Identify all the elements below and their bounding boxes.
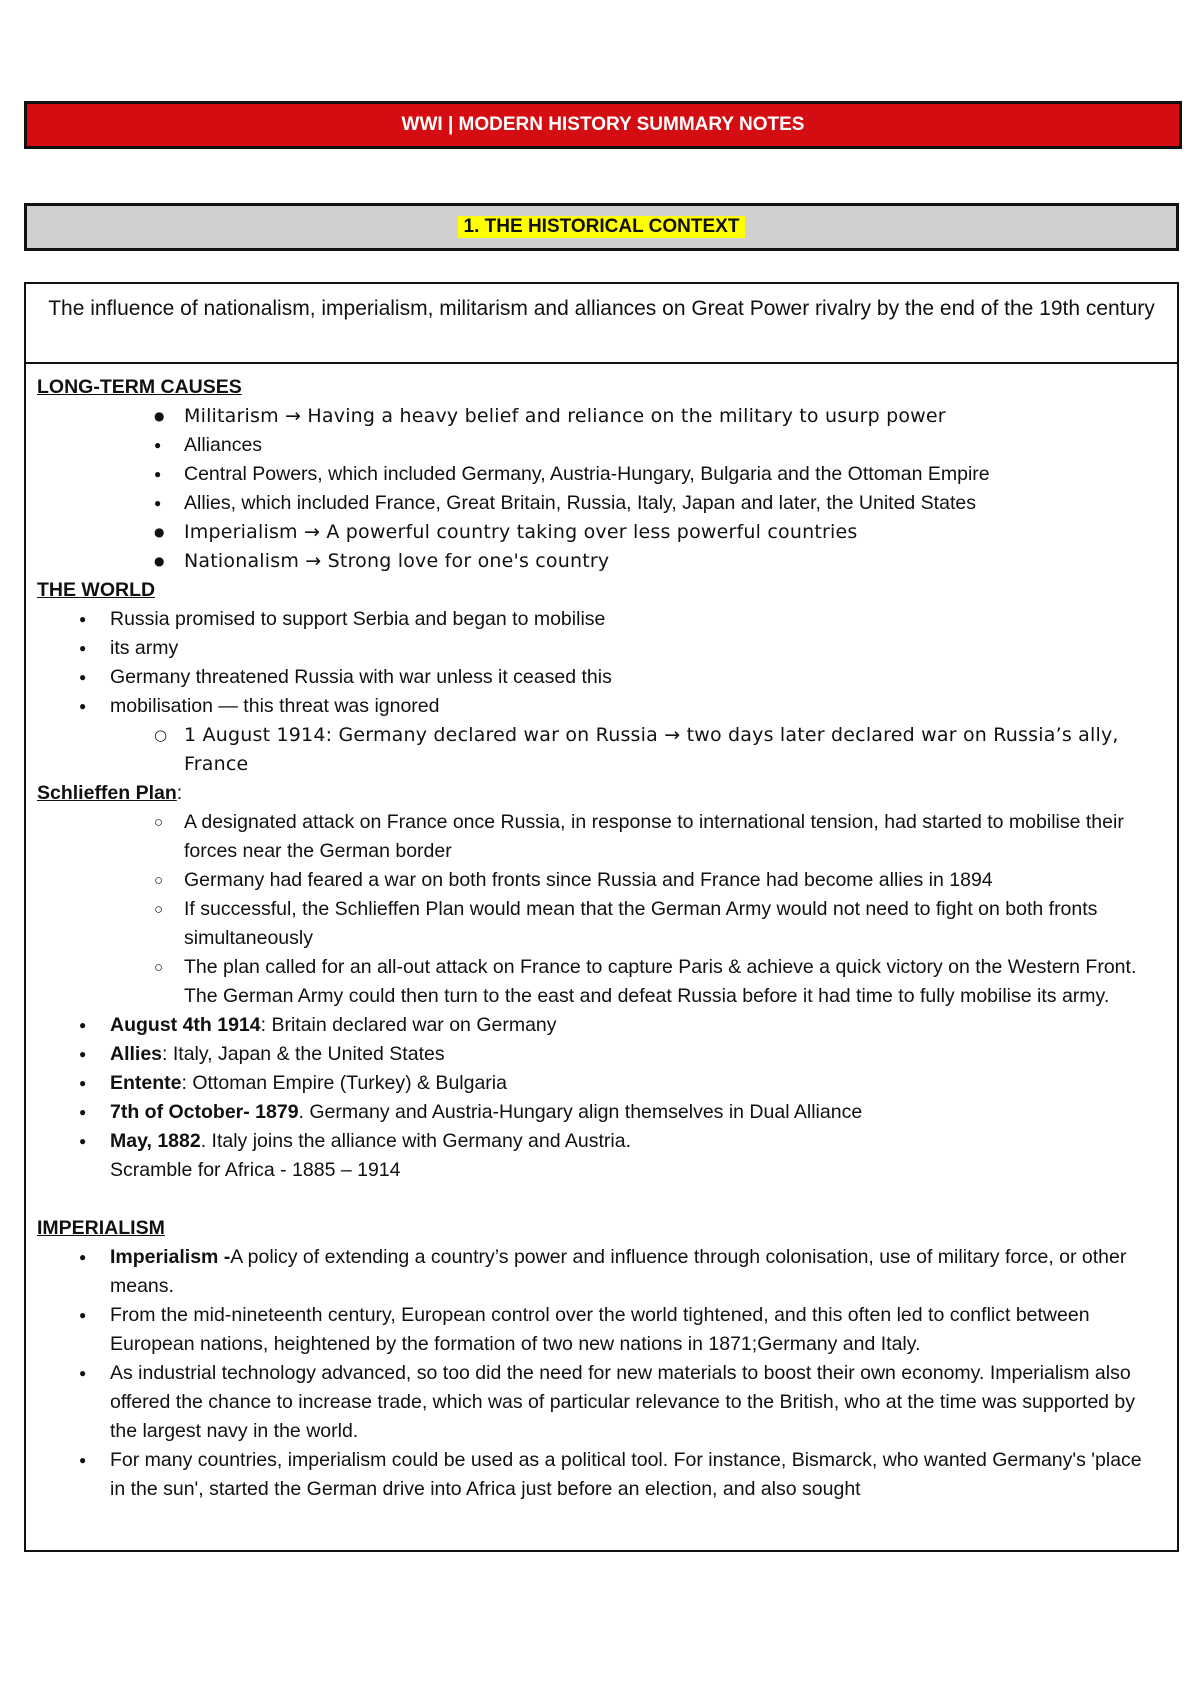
- section-title: 1. THE HISTORICAL CONTEXT: [458, 216, 746, 238]
- imperialism-heading: IMPERIALISM: [37, 1217, 165, 1239]
- spacer: [37, 1185, 1177, 1214]
- event-label: August 4th 1914: [110, 1014, 261, 1036]
- intro-text: The influence of nationalism, imperialism, militarism and alliances on Great Power rivalry by the end of the 19th century: [26, 284, 1177, 364]
- world-list: [37, 605, 1177, 721]
- event-text: : Britain declared war on Germany: [260, 1014, 557, 1036]
- list-item: ○ A designated attack on France once Russia, in response to international tension, had started to mobilise their forces near the German border: [37, 808, 1177, 866]
- event-text: : Italy, Japan & the United States: [162, 1043, 445, 1065]
- list-item: ● Imperialism → A powerful country taking over less powerful countries: [37, 518, 1177, 547]
- list-item: ● Allies, which included France, Great Britain, Russia, Italy, Japan and later, the United States: [37, 489, 1177, 518]
- event-item: [37, 1127, 1177, 1156]
- event-item: [37, 1040, 1177, 1069]
- list-item: ● its army: [37, 634, 1177, 663]
- world-sublist: [37, 721, 1177, 779]
- list-item: ● Germany threatened Russia with war unless it ceased this: [37, 663, 1177, 692]
- long-term-list: [37, 402, 1177, 576]
- event-label: Entente: [110, 1072, 182, 1094]
- list-item: ● Central Powers, which included Germany, Austria-Hungary, Bulgaria and the Ottoman Empire: [37, 460, 1177, 489]
- section-title-bar: [24, 203, 1179, 251]
- event-label: Allies: [110, 1043, 163, 1065]
- list-item: ● Militarism → Having a heavy belief and reliance on the military to usurp power: [37, 402, 1177, 431]
- definition-text: A policy of extending a country’s power and influence through colonisation, use of military force, or other means.: [110, 1246, 1127, 1297]
- list-item: ● As industrial technology advanced, so too did the need for new materials to boost their own economy. Imperialism also offered the chance to increase trade, which was of particular relevance to the British, who at the time was supported by the largest navy in the world.: [37, 1359, 1177, 1446]
- event-item: [37, 1069, 1177, 1098]
- document-title-bar: [24, 101, 1182, 149]
- imperialism-list: [37, 1243, 1177, 1504]
- events-list: [37, 1011, 1177, 1156]
- schlieffen-colon: :: [176, 782, 183, 804]
- event-text: . Germany and Austria-Hungary align themselves in Dual Alliance: [298, 1101, 863, 1123]
- event-item: [37, 1011, 1177, 1040]
- scramble-line: Scramble for Africa - 1885 – 1914: [110, 1159, 401, 1181]
- world-heading: THE WORLD: [37, 579, 156, 601]
- list-item: ○ Germany had feared a war on both fronts since Russia and France had become allies in 1894: [37, 866, 1177, 895]
- list-item: ● mobilisation — this threat was ignored: [37, 692, 1177, 721]
- event-text: . Italy joins the alliance with Germany and Austria.: [200, 1130, 631, 1152]
- list-item: ● From the mid-nineteenth century, European control over the world tightened, and this often led to conflict between European nations, heightened by the formation of two new nations in 1871;Germany and Italy.: [37, 1301, 1177, 1359]
- event-item: [37, 1098, 1177, 1127]
- event-label: May, 1882: [110, 1130, 201, 1152]
- list-item: ● For many countries, imperialism could be used as a political tool. For instance, Bismarck, who wanted Germany's 'place in the sun', started the German drive into Africa just before an election, and also sought: [37, 1446, 1177, 1504]
- list-item: ○ The plan called for an all-out attack on France to capture Paris & achieve a quick victory on the Western Front. The German Army could then turn to the east and defeat Russia before it had time to fully mobilise its army.: [37, 953, 1177, 1011]
- long-term-heading: LONG-TERM CAUSES: [37, 376, 242, 398]
- list-item: [37, 1243, 1177, 1301]
- list-item: ● Russia promised to support Serbia and began to mobilise: [37, 605, 1177, 634]
- list-item: ○ If successful, the Schlieffen Plan would mean that the German Army would not need to fight on both fronts simultaneously: [37, 895, 1177, 953]
- list-item: ● Nationalism → Strong love for one's country: [37, 547, 1177, 576]
- schlieffen-heading-line: [37, 779, 1177, 808]
- document-title: WWI | MODERN HISTORY SUMMARY NOTES: [401, 114, 805, 135]
- list-item: ● Alliances: [37, 431, 1177, 460]
- event-text: : Ottoman Empire (Turkey) & Bulgaria: [181, 1072, 507, 1094]
- schlieffen-list: [37, 808, 1177, 1011]
- notes-content: [26, 364, 1177, 1504]
- schlieffen-heading: Schlieffen Plan: [37, 782, 177, 804]
- event-label: 7th of October- 1879: [110, 1101, 299, 1123]
- list-item: ○ 1 August 1914: Germany declared war on Russia → two days later declared war on Russia’s ally, France: [37, 721, 1177, 779]
- definition-label: Imperialism -: [110, 1246, 231, 1268]
- notes-box: [24, 282, 1179, 1552]
